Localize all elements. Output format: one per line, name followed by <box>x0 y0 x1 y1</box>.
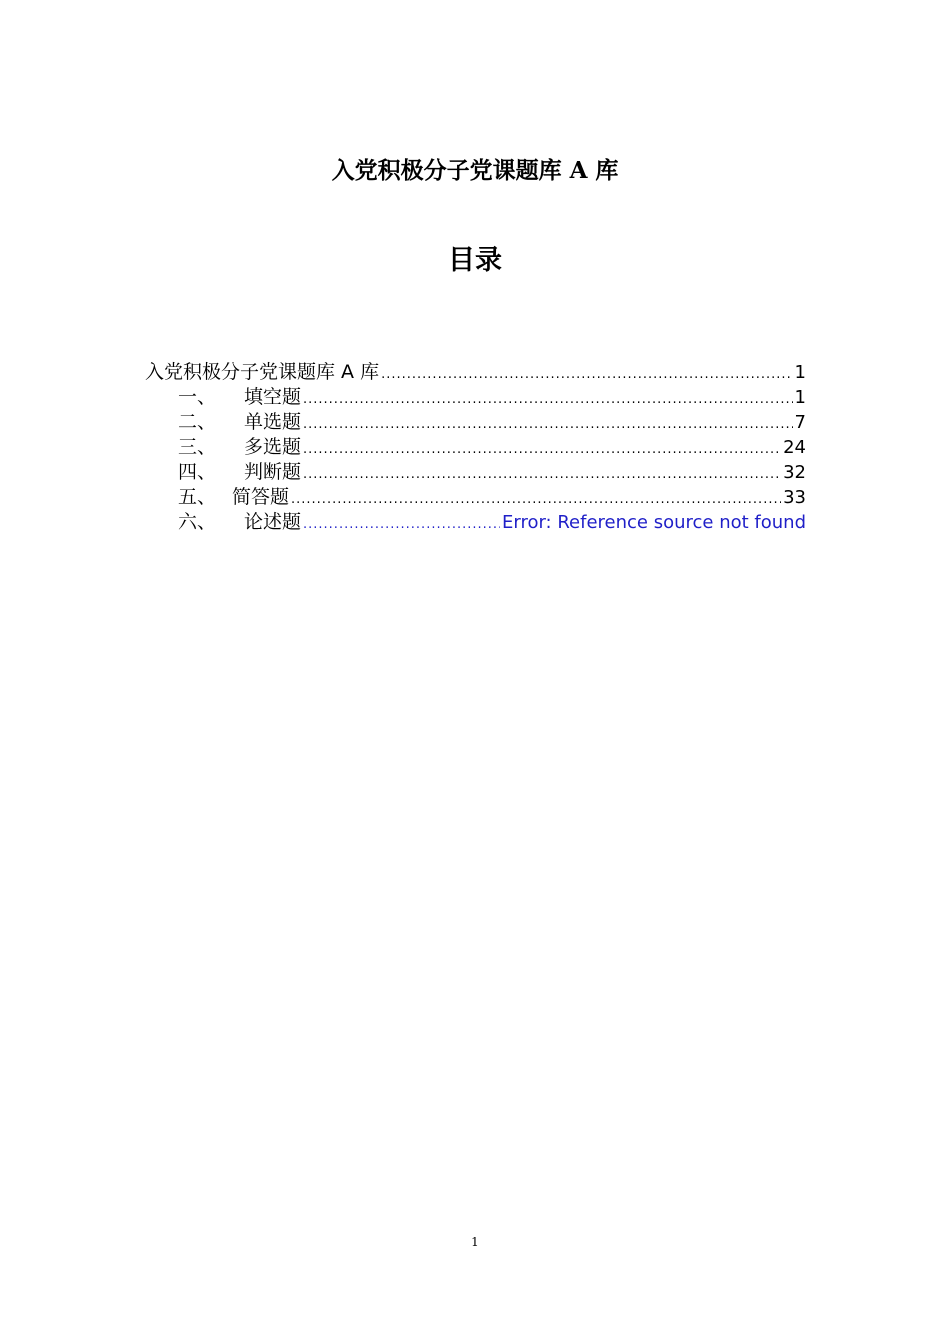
toc-leader-dots <box>291 487 781 512</box>
page-footer-number: 1 <box>471 1235 479 1249</box>
toc-entry-label: 单选题 <box>244 411 302 433</box>
toc-page-number: 33 <box>783 487 806 508</box>
toc-entry-number: 二、 <box>178 411 217 433</box>
toc-entry-label: 简答题 <box>232 486 290 508</box>
toc-leader-dots <box>303 512 500 537</box>
toc-page-number: 7 <box>794 412 806 433</box>
document-title: 入党积极分子党课题库 A 库 <box>331 157 619 184</box>
toc-leader-dots <box>303 412 793 437</box>
toc-entry-label: 入党积极分子党课题库 A 库 <box>145 361 380 383</box>
toc-page-number: 1 <box>794 387 806 408</box>
toc-entry-number: 六、 <box>178 511 217 533</box>
toc-entry-single-choice[interactable] <box>145 410 806 435</box>
toc-entry-number: 四、 <box>178 461 217 483</box>
toc-reference-error[interactable]: Error: Reference source not found <box>502 512 806 533</box>
toc-entry-label: 判断题 <box>244 461 302 483</box>
toc-leader-dots <box>381 362 792 387</box>
toc-leader-dots <box>303 387 793 412</box>
toc-entry-label: 论述题 <box>244 511 302 533</box>
toc-entry-number: 一、 <box>178 386 217 408</box>
toc-entry-label: 填空题 <box>244 386 302 408</box>
toc-entry-essay[interactable] <box>145 510 806 535</box>
table-of-contents <box>145 360 806 535</box>
toc-page-number: 32 <box>783 462 806 483</box>
toc-entry-multiple-choice[interactable] <box>145 435 806 460</box>
toc-entry-short-answer[interactable] <box>145 485 806 510</box>
toc-entry-number: 五、 <box>178 486 217 508</box>
toc-page-number: 24 <box>783 437 806 458</box>
toc-entry-label: 多选题 <box>244 436 302 458</box>
toc-page-number: 1 <box>794 362 806 383</box>
toc-entry-number: 三、 <box>178 436 217 458</box>
toc-entry-true-false[interactable] <box>145 460 806 485</box>
toc-leader-dots <box>303 462 781 487</box>
toc-heading: 目录 <box>448 245 502 276</box>
toc-entry-main[interactable] <box>145 360 806 385</box>
toc-entry-fill-blank[interactable] <box>145 385 806 410</box>
toc-leader-dots <box>303 437 781 462</box>
